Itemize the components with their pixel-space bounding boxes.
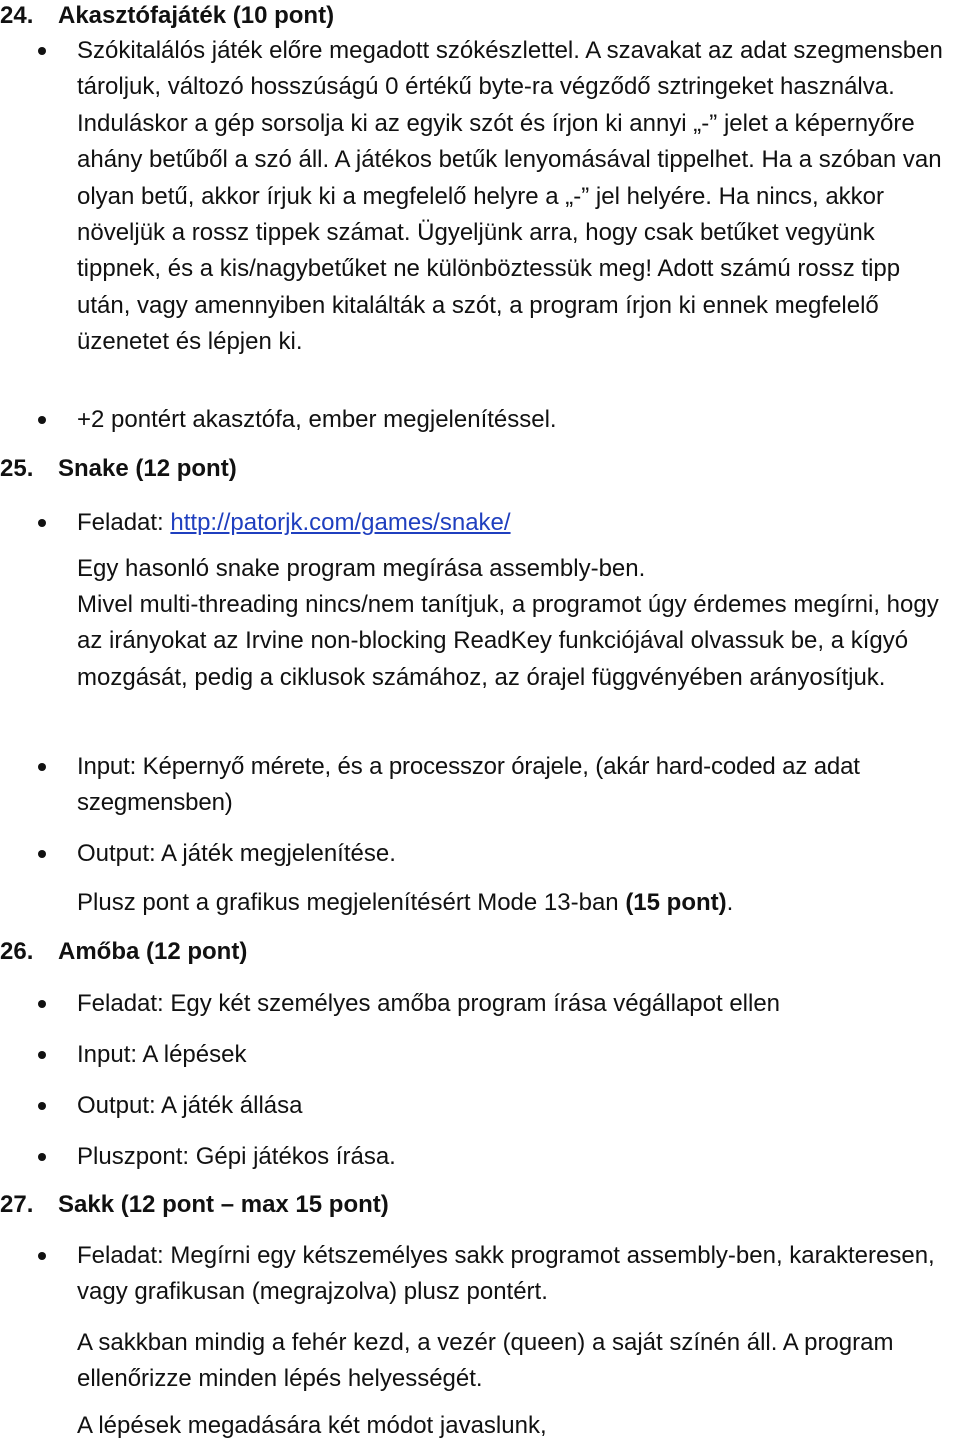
section-title: Akasztófajáték (10 pont) bbox=[58, 2, 335, 29]
snake-bonus-end: . bbox=[726, 889, 734, 916]
section-heading-25 bbox=[0, 455, 237, 483]
chess-para-1: A sakkban mindig a fehér kezd, a vezér (queen) a saját színén áll. A program ellenőrizze minden lépés helyességét. bbox=[77, 1329, 894, 1393]
snake-bonus-bold: (15 pont) bbox=[625, 889, 727, 916]
bullet-icon bbox=[38, 519, 46, 527]
amoba-input: Input: A lépések bbox=[77, 1041, 247, 1068]
chess-task: Feladat: Megírni egy kétszemélyes sakk programot assembly-ben, karakteresen, vagy grafikusan (megrajzolva) plusz pontért. bbox=[77, 1242, 935, 1306]
bullet-icon bbox=[38, 1051, 46, 1059]
section-heading-24 bbox=[0, 2, 334, 30]
bullet-icon bbox=[38, 1102, 46, 1110]
snake-para-1: Egy hasonló snake program megírása assembly-ben. bbox=[77, 555, 646, 582]
bullet-icon bbox=[38, 416, 46, 424]
chess-para-2: A lépések megadására két módot javaslunk, bbox=[77, 1412, 547, 1439]
hangman-bonus: +2 pontért akasztófa, ember megjelenítéssel. bbox=[77, 406, 557, 433]
snake-output: Output: A játék megjelenítése. bbox=[77, 840, 396, 867]
section-number: 27. bbox=[0, 1191, 34, 1218]
snake-task-label: Feladat: bbox=[77, 509, 171, 536]
snake-para-2: Mivel multi-threading nincs/nem tanítjuk, a programot úgy érdemes megírni, hogy az irányokat az Irvine non-blocking ReadKey funkciójával olvassuk be, a kígyó mozgását, pedig a ciklusok számához, az órajel függvényében arányosítjuk. bbox=[77, 591, 939, 691]
snake-bonus bbox=[77, 885, 957, 921]
section-heading-26 bbox=[0, 938, 247, 966]
section-number: 26. bbox=[0, 938, 34, 965]
section-heading-27 bbox=[0, 1191, 389, 1219]
snake-task bbox=[77, 505, 957, 541]
bullet-icon bbox=[38, 1000, 46, 1008]
amoba-task: Feladat: Egy két személyes amőba program írása végállapot ellen bbox=[77, 990, 781, 1017]
section-title: Amőba (12 pont) bbox=[58, 938, 248, 965]
section-title: Sakk (12 pont – max 15 pont) bbox=[58, 1191, 389, 1218]
snake-bonus-text: Plusz pont a grafikus megjelenítésért Mode 13-ban bbox=[77, 889, 626, 916]
hangman-description: Szókitalálós játék előre megadott szókészlettel. A szavakat az adat szegmensben tároljuk, változó hosszúságú 0 értékű byte-ra végződő sztringeket használva. Induláskor a gép sorsolja ki az egyik szót és írjon ki annyi „-” jelet a képernyőre ahány betűből a szó áll. A játékos betűk lenyomásával tippelhet. Ha a szóban van olyan betű, akkor írjuk ki a megfelelő helyre a „-” jel helyére. Ha nincs, akkor növeljük a rossz tippek számat. Ügyeljünk arra, hogy csak betűket vegyünk tippnek, és a kis/nagybetűket ne különböztessük meg! Adott számú rossz tipp után, vagy amennyiben kitalálták a szót, a program írjon ki ennek megfelelő üzenetet és lépjen ki. bbox=[77, 37, 943, 356]
section-number: 24. bbox=[0, 2, 34, 29]
bullet-icon bbox=[38, 850, 46, 858]
bullet-icon bbox=[38, 1252, 46, 1260]
bullet-icon bbox=[38, 763, 46, 771]
amoba-output: Output: A játék állása bbox=[77, 1092, 303, 1119]
snake-task-link[interactable]: http://patorjk.com/games/snake/ bbox=[170, 509, 511, 536]
section-title: Snake (12 pont) bbox=[58, 455, 237, 482]
snake-input: Input: Képernyő mérete, és a processzor órajele, (akár hard-coded az adat szegmensben) bbox=[77, 753, 860, 817]
bullet-icon bbox=[38, 47, 46, 55]
bullet-icon bbox=[38, 1153, 46, 1161]
amoba-bonus: Pluszpont: Gépi játékos írása. bbox=[77, 1143, 396, 1170]
section-number: 25. bbox=[0, 455, 34, 482]
